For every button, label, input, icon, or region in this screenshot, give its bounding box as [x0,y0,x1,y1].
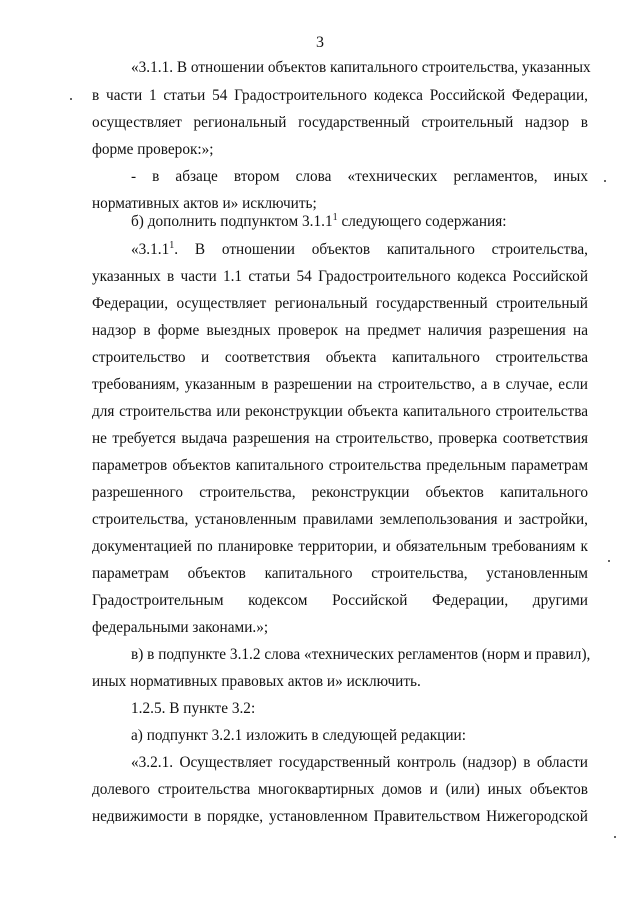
text-line: требованиям, указанным в разрешении на строительство, а в случае, если [92,376,588,393]
text-line: разрешенного строительства, реконструкции объектов капитального [92,484,588,501]
text-line: а) подпункт 3.2.1 изложить в следующей редакции: [131,727,466,744]
text-line [131,240,588,260]
text-line: параметров объектов капитального строительства предельным параметрам [92,457,588,474]
text-fragment: б) дополнить подпунктом 3.1.1 [131,213,333,230]
text-line: нормативных актов и» исключить; [92,195,317,212]
text-line: форме проверок:»; [92,141,214,158]
text-line: строительство и соответствия объекта капитального строительства [92,349,588,366]
scan-speck [604,180,606,182]
text-line: надзор в форме выездных проверок на предмет наличия разрешения на [92,322,588,339]
text-line: 1.2.5. В пункте 3.2: [131,700,256,717]
text-line: в) в подпункте 3.1.2 слова «технических регламентов (норм и правил), [131,646,591,663]
text-line: иных нормативных правовых актов и» исключить. [92,673,421,690]
scan-speck [614,836,616,838]
text-line: Градостроительным кодексом Российской Федерации, другими [92,592,588,609]
text-line: долевого строительства многоквартирных домов и (или) иных объектов [92,781,588,798]
text-line: строительства, установленным правилами землепользования и застройки, [92,511,588,528]
superscript-mark: 1 [169,240,175,251]
text-fragment: «3.1.1 [131,241,170,258]
text-line: параметрам объектов капитального строительства, установленным [92,565,588,582]
page-number: 3 [316,34,324,51]
text-line: федеральными законами.»; [92,619,269,636]
text-line: в части 1 статьи 54 Градостроительного кодекса Российской Федерации, [92,87,588,104]
text-line: указанных в части 1.1 статьи 54 Градостроительного кодекса Российской [92,268,588,285]
text-line: не требуется выдача разрешения на строительство, проверка соответствия [92,430,588,447]
text-line: недвижимости в порядке, установленном Правительством Нижегородской [92,808,588,825]
text-line: - в абзаце втором слова «технических регламентов, иных [131,168,588,185]
text-line [131,212,588,232]
text-fragment: . В отношении объектов капитального строительства, [174,241,588,258]
text-line: для строительства или реконструкции объекта капитального строительства [92,403,588,420]
superscript-mark: 1 [332,212,338,223]
text-line: документацией по планировке территории, и обязательным требованиям к [92,538,588,555]
text-line: «3.2.1. Осуществляет государственный контроль (надзор) в области [131,754,588,771]
text-fragment: следующего содержания: [337,213,507,230]
text-line: осуществляет региональный государственный строительный надзор в [92,114,588,131]
text-line: «3.1.1. В отношении объектов капитального строительства, указанных [131,59,591,76]
scan-speck [70,98,72,100]
scan-speck [608,560,610,562]
text-line: Федерации, осуществляет региональный государственный строительный [92,295,588,312]
